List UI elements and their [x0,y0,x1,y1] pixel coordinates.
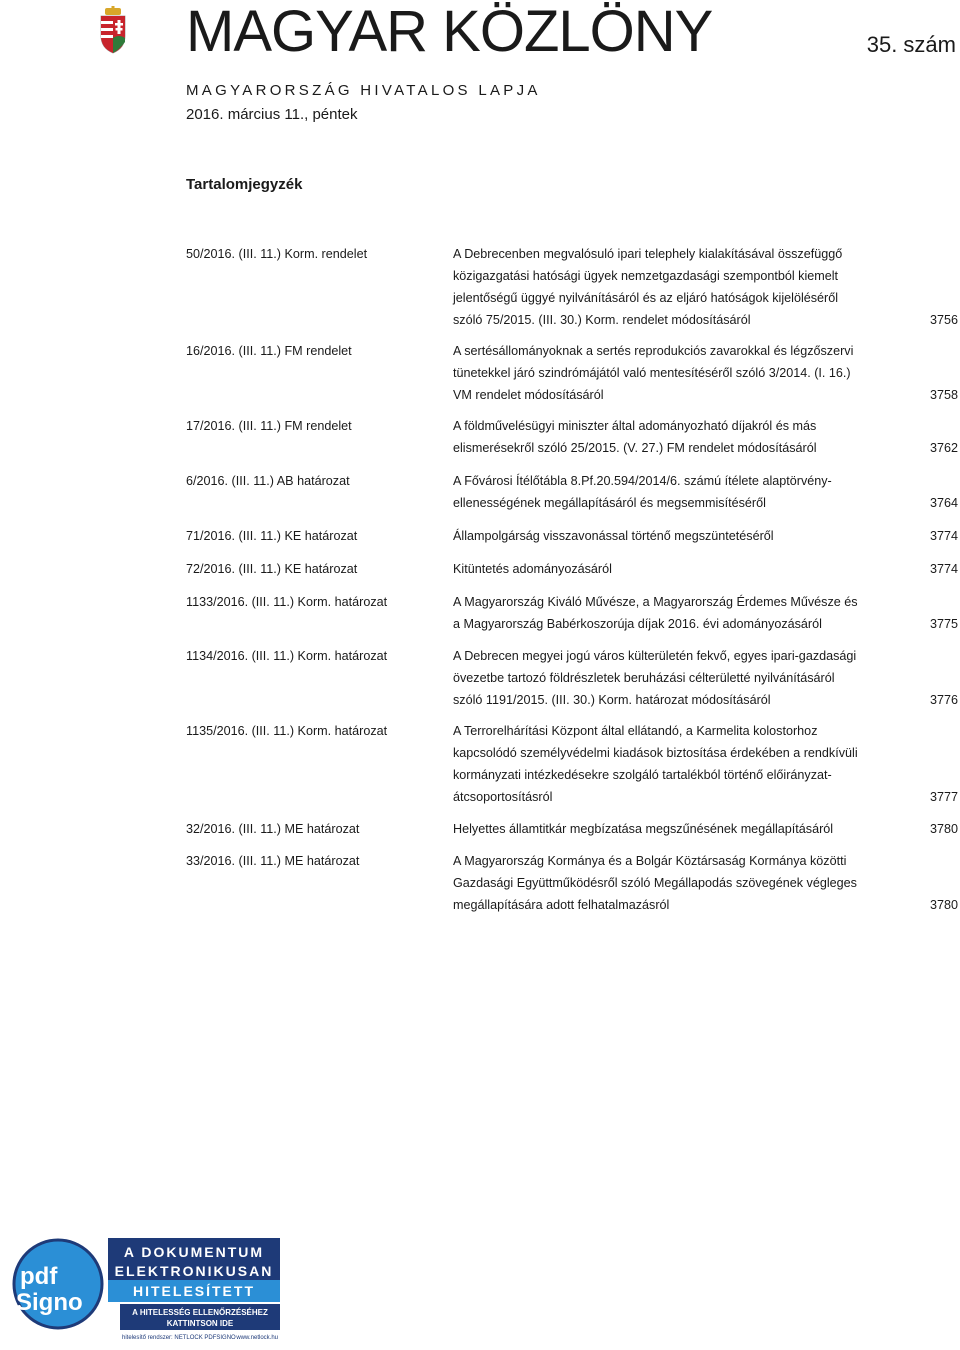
entry-line: jelentőségű üggyé nyilvánításáról és az eljáró hatóságok kijelöléséről [453,291,839,305]
entry-line: A Debrecen megyei jogú város külterületén fekvő, egyes ipari-gazdasági [453,649,857,663]
entry-reference: 17/2016. (III. 11.) FM rendelet [186,419,352,433]
entry-line: VM rendelet módosításáról [453,388,604,402]
entry-page-number: 3758 [929,388,958,402]
entry-line: elismerésekről szóló 25/2015. (V. 27.) FM rendelet módosításáról [453,441,817,455]
badge-line-2: ELEKTRONIKUSAN [114,1263,274,1279]
entry-line: megállapítására adott felhatalmazásról [453,898,670,912]
entry-reference: 1133/2016. (III. 11.) Korm. határozat [186,595,388,609]
entry-reference: 6/2016. (III. 11.) AB határozat [186,474,350,488]
entry-line: A Debrecenben megvalósuló ipari telephely kialakításával összefüggő [453,247,843,261]
entry-reference: 71/2016. (III. 11.) KE határozat [186,529,358,543]
entry-line: szóló 1191/2015. (III. 30.) Korm. határozat módosításáról [453,693,771,707]
authentication-badge[interactable] [10,1228,280,1342]
entry-line: A Fővárosi Ítélőtábla 8.Pf.20.594/2014/6. számú ítélete alaptörvény- [453,474,832,488]
issue-number: 35. szám [866,32,956,57]
entry-description [453,415,893,459]
entry-line: A sertésállományoknak a sertés reprodukciós zavarokkal és légzőszervi [453,344,854,358]
entry-reference: 72/2016. (III. 11.) KE határozat [186,562,358,576]
entry-line: szóló 75/2015. (III. 30.) Korm. rendelet módosításáról [453,313,751,327]
issue-date: 2016. március 11., péntek [186,106,358,123]
entry-description [453,525,893,547]
badge-footer-right: www.netlock.hu [236,1335,278,1341]
entry-page-number: 3780 [929,898,958,912]
badge-footer-left: hitelesítő rendszer: NETLOCK PDFSIGNO [122,1335,236,1341]
entry-reference: 32/2016. (III. 11.) ME határozat [186,822,360,836]
entry-line: a Magyarország Babérkoszorúja díjak 2016. évi adományozásáról [453,617,822,631]
coat-of-arms-icon [96,6,130,54]
entry-reference: 33/2016. (III. 11.) ME határozat [186,854,360,868]
entry-line: átcsoportosításról [453,790,553,804]
entry-page-number: 3764 [929,496,958,510]
entry-page-number: 3780 [929,822,958,836]
badge-line-1: A DOKUMENTUM [123,1244,265,1260]
journal-subtitle: MAGYARORSZÁG HIVATALOS LAPJA [186,82,541,99]
entry-reference: 50/2016. (III. 11.) Korm. rendelet [186,247,368,261]
entry-description [453,591,893,635]
entry-description [453,470,893,514]
badge-line-3: HITELESÍTETT [133,1283,255,1299]
entry-page-number: 3777 [929,790,958,804]
entry-line: kapcsolódó személyvédelmi kiadások biztosítása érdekében a rendkívüli [453,746,858,760]
entry-description [453,558,893,580]
logo-signo-text: Signo [16,1289,83,1316]
logo-pdf-text: pdf [20,1263,58,1290]
entry-description [453,720,893,808]
entry-page-number: 3775 [929,617,958,631]
journal-title: MAGYAR KÖZLÖNY [186,0,713,64]
entry-line: A Magyarország Kormánya és a Bolgár Köztársaság Kormánya közötti [453,854,847,868]
entry-line: Kitüntetés adományozásáról [453,562,612,576]
entry-page-number: 3762 [929,441,958,455]
entry-line: Helyettes államtitkár megbízatása megszűnésének megállapításáról [453,822,834,836]
entry-line: A földművelésügyi miniszter által adományozható díjakról és más [453,419,817,433]
entry-description [453,850,893,916]
entry-line: A Terrorelhárítási Központ által ellátandó, a Karmelita kolostorhoz [453,724,818,738]
entry-page-number: 3756 [929,313,958,327]
entry-description [453,818,893,840]
entry-page-number: 3774 [929,562,958,576]
entry-line: kormányzati intézkedésekre szolgáló tartalékból történő előirányzat- [453,768,832,782]
toc-heading: Tartalomjegyzék [186,176,303,193]
badge-line-4: A HITELESSÉG ELLENŐRZÉSÉHEZ [132,1308,268,1317]
entry-line: ellenességének megállapításáról és megsemmisítéséről [453,496,766,510]
entry-line: tünetekkel járó szindrómájától való mentesítéséről szóló 3/2014. (I. 16.) [453,366,851,380]
entry-line: övezetbe tartozó földrészletek beruházási célterületté nyilvánításáról [453,671,835,685]
entry-page-number: 3774 [929,529,958,543]
entry-line: Állampolgárság visszavonással történő megszüntetéséről [453,529,774,543]
entry-page-number: 3776 [929,693,958,707]
entry-reference: 1135/2016. (III. 11.) Korm. határozat [186,724,388,738]
entry-line: A Magyarország Kiváló Művésze, a Magyarország Érdemes Művésze és [453,595,858,609]
entry-line: közigazgatási hatósági ügyek nemzetgazdasági szempontból kiemelt [453,269,839,283]
entry-description [453,645,893,711]
entry-description [453,340,893,406]
entry-description [453,243,893,331]
badge-line-5: KATTINTSON IDE [166,1319,234,1328]
entry-reference: 16/2016. (III. 11.) FM rendelet [186,344,352,358]
entry-reference: 1134/2016. (III. 11.) Korm. határozat [186,649,388,663]
entry-line: Gazdasági Együttműködésről szóló Megállapodás szövegének végleges [453,876,857,890]
